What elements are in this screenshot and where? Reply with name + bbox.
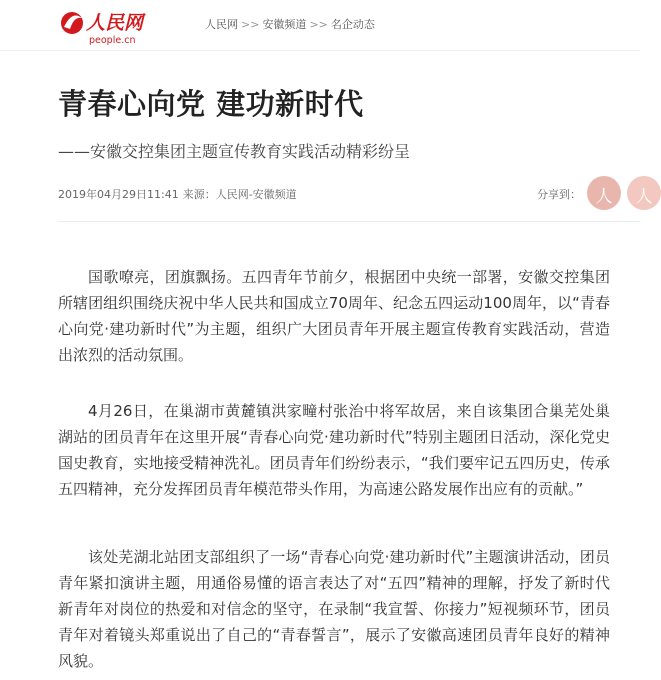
article-source[interactable]: 来源：人民网-安徽频道 (182, 188, 297, 201)
people-daily-share-icon: 人 (635, 187, 653, 207)
article-subtitle: ——安徽交控集团主题宣传教育实践活动精彩纷呈 (58, 142, 411, 161)
breadcrumb (205, 16, 375, 32)
article-meta (58, 186, 297, 202)
logo-text: 人民网 (86, 12, 144, 34)
breadcrumb-separator: >> (241, 18, 260, 31)
article-paragraph: 该处芜湖北站团支部组织了一场“青春心向党·建功新时代”主题演讲活动，团员青年紧扣演讲主题，用通俗易懂的语言表达了对“五四”精神的理解，抒发了新时代新青年对岗位的热爱和对信念的坚守，在录制“我宣誓、你接力”短视频环节，团员青年对着镜头郑重说出了自己的“青春誓言”，展示了安徽高速团员青年良好的精神风貌。 (58, 548, 610, 670)
breadcrumb-item-enterprise[interactable]: 名企动态 (330, 18, 375, 31)
breadcrumb-item-home[interactable]: 人民网 (205, 18, 238, 31)
article-paragraph: 国歌嘹亮，团旗飘扬。五四青年节前夕，根据团中央统一部署，安徽交控集团所辖团组织围绕庆祝中华人民共和国成立70周年、纪念五四运动100周年，以“青春心向党·建功新时代”为主题，组织广大团员青年开展主题宣传教育实践活动，营造出浓烈的活动氛围。 (58, 268, 610, 364)
logo-url: people.cn (89, 35, 136, 46)
article-date: 2019年04月29日11:41 (58, 188, 179, 201)
page-header (0, 0, 640, 51)
share-button-people[interactable] (587, 176, 621, 210)
people-daily-share-icon: 人 (595, 187, 613, 207)
article-title: 青春心向党 建功新时代 (58, 87, 364, 121)
share-label: 分享到： (537, 188, 581, 201)
people-cn-logo[interactable] (58, 2, 168, 46)
breadcrumb-separator: >> (309, 18, 328, 31)
breadcrumb-item-anhui[interactable]: 安徽频道 (262, 18, 307, 31)
share-button-people-secondary[interactable] (627, 176, 661, 210)
article-paragraph: 4月26日，在巢湖市黄麓镇洪家疃村张治中将军故居，来自该集团合巢芜处巢湖站的团员青年在这里开展“青春心向党·建功新时代”特别主题团日活动，深化党史国史教育，实地接受精神洗礼。团员青年们纷纷表示，“我们要牢记五四历史，传承五四精神，充分发挥团员青年模范带头作用，为高速公路发展作出应有的贡献。” (58, 402, 610, 498)
meta-divider (58, 221, 640, 222)
